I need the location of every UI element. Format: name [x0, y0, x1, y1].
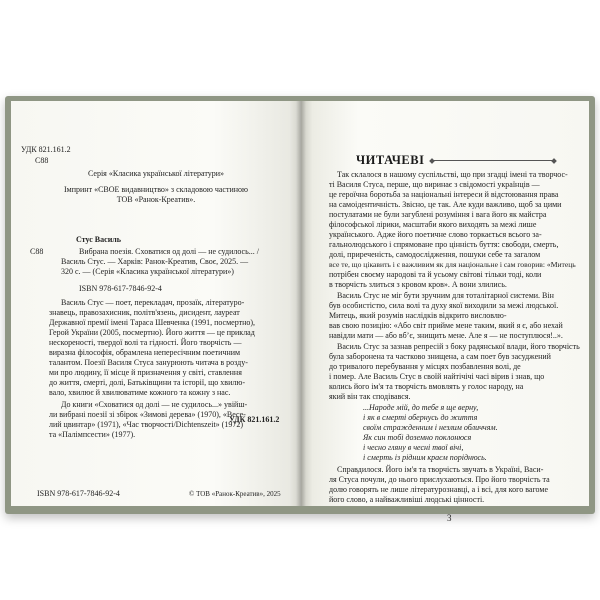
- paragraph-line: гальнолюдського і спрямоване про цінність буття: свободи, смерть,: [329, 240, 559, 249]
- paragraph-line: який він так сподівався.: [329, 392, 411, 401]
- annotation-line: ми про людину, її місце й призначення у світі, ставлення: [49, 368, 242, 377]
- paragraph-line: і помер. Але Василь Стус в своїй найтічічі часі вірив і знав, що: [329, 372, 545, 381]
- udk-top: УДК 821.161.2: [21, 145, 71, 154]
- paragraph-line: потрібен своєму народові та й усьому світові тільки тоді, коли: [329, 270, 542, 279]
- quote-line: Як син тобі доземно поклонюся: [363, 433, 472, 442]
- paragraph-line: була заборонена та частково знищена, а сам поет був засуджений: [329, 352, 551, 361]
- isbn-entry: ISBN 978-617-7846-92-4: [79, 284, 162, 293]
- isbn-bottom: ISBN 978-617-7846-92-4: [37, 489, 120, 498]
- paragraph-line: Василь Стус не міг бути зручним для тоталітарної системи. Він: [337, 291, 554, 300]
- quote-line: ...Народе мій, до тебе я ще верну,: [363, 403, 479, 412]
- paragraph-line: Митець, який розумів наслідків відкрито висловлю-: [329, 311, 507, 320]
- entry-line: Вибрана поезія. Сховатися од долі — не судилось... /: [79, 247, 259, 256]
- author-heading: Стус Василь: [76, 235, 122, 244]
- paragraph-line: долі, приреченість, самодослідження, пошуки себе та загалом: [329, 250, 541, 259]
- paragraph-line: Справдилося. Його ім'я та творчість звучать в Україні, Васи-: [337, 465, 544, 474]
- copyright: © ТОВ «Ранок-Креатив», 2025: [189, 490, 281, 498]
- quote-line: і чесно гляну в чесні твої вічі,: [363, 443, 464, 452]
- entry-line: Василь Стус. — Харків: Ранок-Креатив, Своє, 2025. —: [61, 257, 249, 266]
- paragraph-line: його слово, а найважливіші людські цінності.: [329, 495, 485, 504]
- book-spine: [296, 101, 306, 506]
- quote-line: і смерть із рідним краєм поріднюсь.: [363, 453, 487, 462]
- annotation-line: Василь Стус — поет, перекладач, прозаїк, літературо-: [61, 298, 245, 307]
- paragraph-line: все те, що цікавить і є важливим як для національне і сам говорив: «Митець: [329, 260, 576, 269]
- annotation-line: виразна філософія, обрамлена непересічним поетичним: [49, 348, 241, 357]
- paragraph-line: був особистістю, сила волі та духу якої виходили за межі людської.: [329, 301, 559, 310]
- annotation-line: та «Палімпсести» (1977).: [49, 430, 136, 439]
- paragraph-line: українського. Адже його поетичне слово торкається всього за-: [329, 230, 542, 239]
- page-number: 3: [447, 513, 452, 523]
- annotation-line: Державної премії імені Тараса Шевченка (1991, посмертно),: [49, 318, 256, 327]
- left-page: [11, 101, 301, 506]
- annotation-line: нескореності, твердої волі та гідності. Його творчість —: [49, 338, 242, 347]
- annotation-line: до життя, смерті, долі, Батьківщини та історії, що хвилю-: [49, 378, 245, 387]
- paragraph-line: до тривалого перебування у місцях позбавлення волі, де: [329, 362, 521, 371]
- annotation-line: До книги «Сховатися од долі — не судилось...» увійш-: [61, 400, 248, 409]
- imprint-line-2: ТОВ «Ранок-Креатив».: [116, 195, 196, 204]
- paragraph-line: на самоідентичність. Звісно, це так. Але куди важливо, щоб за цими: [329, 200, 562, 209]
- page-title: ЧИТАЧЕВІ: [356, 153, 425, 167]
- paragraph-line: ті Василя Стуса, перше, що виринає з свідомості українців —: [329, 180, 540, 189]
- paragraph-line: Василь Стус за зазнав репресій з боку радянської влади, його творчість: [337, 342, 580, 351]
- paragraph-line: постулатами не були загублені розуміння і вага його як майстра: [329, 210, 547, 219]
- right-page: [301, 101, 589, 506]
- catalog-code-entry: С88: [30, 247, 44, 256]
- paragraph-line: Так склалося в нашому суспільстві, що при згадці імені та творчос-: [337, 170, 568, 179]
- catalog-code-top: С88: [35, 156, 49, 165]
- udk-bottom: УДК 821.161.2: [229, 415, 280, 424]
- paragraph-line: долю говорять не лише літературознавці, а і всі, для кого вагоме: [329, 485, 548, 494]
- quote-line: і як в смерті обернусь до життя: [363, 413, 478, 422]
- paragraph-line: філософської лірики, масштаби якого виходять за межі лише: [329, 220, 537, 229]
- title-ornament: [430, 160, 556, 161]
- quote-line: своїм стражденним і незлим обличчям.: [363, 423, 498, 432]
- paragraph-line: навідли мати — або вбʼє, знищить мене. Але я — не поступлюся!..».: [329, 331, 563, 340]
- annotation-line: знавець, правозахисник, політв'язень, дисидент, лауреат: [49, 308, 240, 317]
- paragraph-line: колись його ім'я та творчість вмовлять у голос народу, на: [329, 382, 524, 391]
- annotation-line: лий цвинтар» (1971), «Час творчості/Dichtenszeit» (1972): [49, 420, 243, 429]
- paragraph-line: в творчість злиться з кровом кров». А вони злились.: [329, 280, 507, 289]
- entry-line: 320 с. — (Серія «Класика української літератури»): [61, 267, 234, 276]
- paragraph-line: це героїчна боротьба за національні інтереси й відстоювання права: [329, 190, 559, 199]
- annotation-line: Герой України (2005, посмертно). Його життя — це приклад: [49, 328, 255, 337]
- paragraph-line: вав свою позицію: «Або світ прийме мене таким, який я є, або нехай: [329, 321, 563, 330]
- imprint-line-1: Імпринт «CBOE видавництво» з складовою частиною: [64, 185, 248, 194]
- series-line: Серія «Класика української літератури»: [87, 169, 225, 178]
- annotation-line: ли вибрані поезії зі збірок «Зимові дерева» (1970), «Весе-: [49, 410, 246, 419]
- paragraph-line: ля Стуса почули, до нього прислухаються. Про його творчість та: [329, 475, 550, 484]
- annotation-line: талантом. Поезії Василя Стуса занурюють читача в розду-: [49, 358, 248, 367]
- annotation-line: вало, хвилює й хвилюватиме кожного та кожну з нас.: [49, 388, 231, 397]
